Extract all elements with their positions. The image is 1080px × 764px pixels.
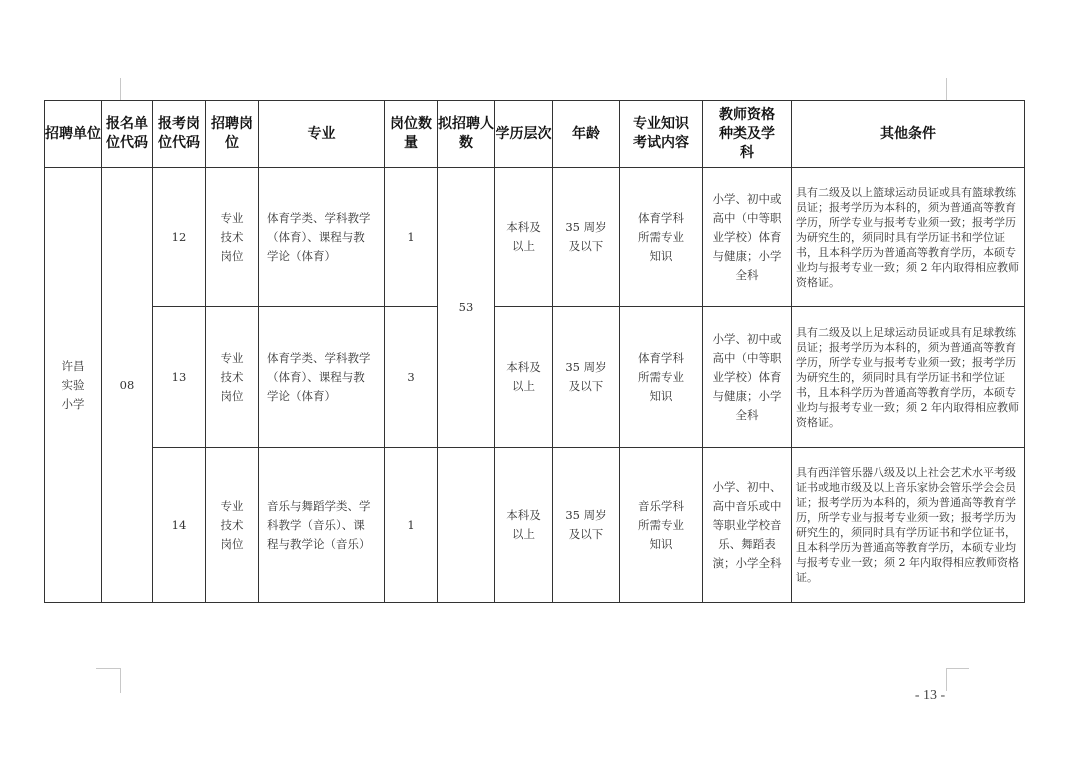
crop-mark-top-right — [946, 78, 969, 100]
table-row — [45, 168, 1025, 307]
header-post: 招聘岗位 — [206, 101, 259, 168]
table-row — [45, 448, 1025, 603]
cell-post: 专业技术岗位 — [206, 448, 259, 603]
header-other: 其他条件 — [792, 101, 1025, 168]
cell-age: 35 周岁及以下 — [553, 307, 620, 448]
cell-other: 具有西洋管乐器八级及以上社会艺术水平考级证书或地市级及以上音乐家协会管乐学会会员证；报考学历为本科的，须为普通高等教育学历，所学专业与报考专业须一致；报考学历为研究生的，须同时具有学历证书和学位证书，且本科学历为普通高等教育学历，本硕专业均与报考专业一致；须 2 年内取得相应教师资格证。 — [792, 448, 1025, 603]
cell-post-code: 13 — [153, 307, 206, 448]
cell-exam: 音乐学科所需专业知识 — [620, 448, 703, 603]
header-unit-code: 报名单位代码 — [102, 101, 153, 168]
header-planned: 拟招聘人数 — [438, 101, 495, 168]
cell-cert: 小学、初中、高中音乐或中等职业学校音乐、舞蹈表演；小学全科 — [703, 448, 792, 603]
cell-post-code: 12 — [153, 168, 206, 307]
cell-age: 35 周岁及以下 — [553, 448, 620, 603]
cell-cert: 小学、初中或高中（中等职业学校）体育与健康；小学全科 — [703, 168, 792, 307]
cell-count: 1 — [385, 448, 438, 603]
cell-post-code: 14 — [153, 448, 206, 603]
header-cert: 教师资格种类及学科 — [703, 101, 792, 168]
header-age: 年龄 — [553, 101, 620, 168]
header-unit: 招聘单位 — [45, 101, 102, 168]
cell-education: 本科及以上 — [495, 168, 553, 307]
cell-exam: 体育学科所需专业知识 — [620, 168, 703, 307]
cell-post: 专业技术岗位 — [206, 307, 259, 448]
cell-unit-code: 08 — [102, 168, 153, 603]
cell-education: 本科及以上 — [495, 448, 553, 603]
page-number: - 13 - — [914, 688, 946, 703]
cell-planned-total: 53 — [438, 168, 495, 448]
crop-mark-top-left — [120, 78, 121, 100]
table-header-row — [45, 101, 1025, 168]
crop-mark-bottom-left — [96, 668, 121, 693]
cell-exam: 体育学科所需专业知识 — [620, 307, 703, 448]
cell-post: 专业技术岗位 — [206, 168, 259, 307]
cell-age: 35 周岁及以下 — [553, 168, 620, 307]
cell-other: 具有二级及以上篮球运动员证或具有篮球教练员证；报考学历为本科的，须为普通高等教育学历，所学专业与报考专业须一致；报考学历为研究生的，须同时具有学历证书和学位证书，且本科学历为普通高等教育学历，本硕专业均与报考专业一致；须 2 年内取得相应教师资格证。 — [792, 168, 1025, 307]
cell-major: 体育学类、学科教学（体育）、课程与教学论（体育） — [259, 168, 385, 307]
cell-major: 体育学类、学科教学（体育）、课程与教学论（体育） — [259, 307, 385, 448]
header-education: 学历层次 — [495, 101, 553, 168]
cell-other: 具有二级及以上足球运动员证或具有足球教练员证；报考学历为本科的，须为普通高等教育学历，所学专业与报考专业须一致；报考学历为研究生的，须同时具有学历证书和学位证书，且本科学历为普通高等教育学历，本硕专业均与报考专业一致；须 2 年内取得相应教师资格证。 — [792, 307, 1025, 448]
cell-cert: 小学、初中或高中（中等职业学校）体育与健康；小学全科 — [703, 307, 792, 448]
cell-education: 本科及以上 — [495, 307, 553, 448]
cell-count: 3 — [385, 307, 438, 448]
header-exam: 专业知识考试内容 — [620, 101, 703, 168]
header-post-count: 岗位数量 — [385, 101, 438, 168]
cell-planned-empty — [438, 448, 495, 603]
recruitment-table — [44, 100, 1025, 603]
header-major: 专业 — [259, 101, 385, 168]
cell-unit-name: 许昌实验小学 — [45, 168, 102, 603]
header-post-code: 报考岗位代码 — [153, 101, 206, 168]
table-row — [45, 307, 1025, 448]
cell-count: 1 — [385, 168, 438, 307]
cell-major: 音乐与舞蹈学类、学科教学（音乐）、课程与教学论（音乐） — [259, 448, 385, 603]
